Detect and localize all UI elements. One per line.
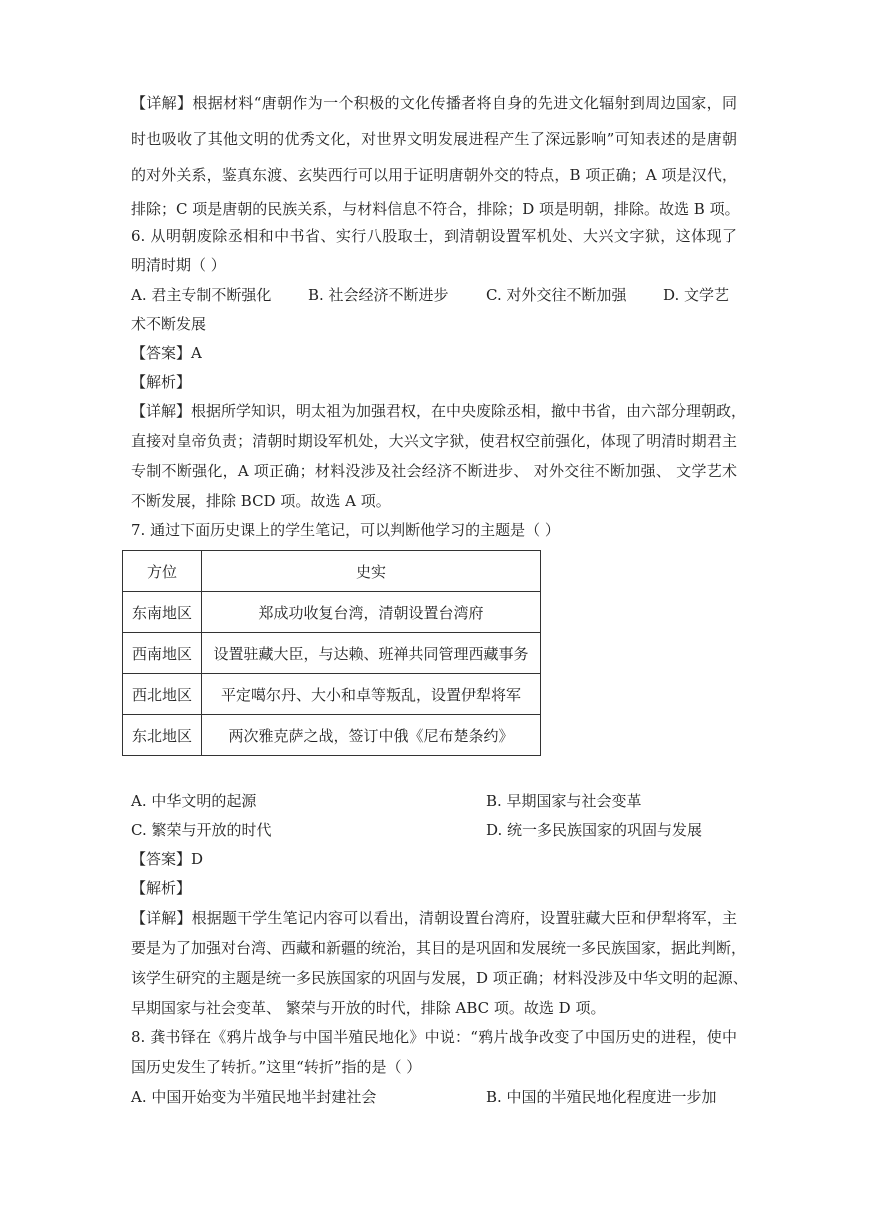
table-cell-fact: 平定噶尔丹、大小和卓等叛乱，设置伊犁将军 — [202, 674, 541, 715]
q7-stem: 7. 通过下面历史课上的学生笔记，可以判断他学习的主题是（ ） — [131, 521, 560, 539]
q7-answer: 【答案】D — [131, 850, 204, 868]
q6-answer: 【答案】A — [131, 344, 202, 362]
q7-analysis-label: 【解析】 — [131, 879, 192, 897]
q6-explain-line-1: 【详解】根据所学知识，明太祖为加强君权，在中央废除丞相，撤中书省，由六部分理朝政， — [131, 402, 747, 420]
q6-option-a: A. 君主专制不断强化 — [131, 286, 272, 304]
q8-stem-line-1: 8. 龚书铎在《鸦片战争与中国半殖民地化》中说：“鸦片战争改变了中国历史的进程，使中 — [131, 1028, 737, 1046]
q6-analysis-label: 【解析】 — [131, 373, 192, 391]
q7-explain-line-3: 该学生研究的主题是统一多民族国家的巩固与发展，D 项正确；材料没涉及中华文明的起源、 — [131, 969, 748, 987]
q8-stem-line-2: 国历史发生了转折。”这里“转折”指的是（ ） — [131, 1058, 422, 1076]
table-cell-fact: 设置驻藏大臣，与达赖、班禅共同管理西藏事务 — [202, 633, 541, 674]
q7-option-b: B. 早期国家与社会变革 — [486, 792, 642, 810]
q8-option-a: A. 中国开始变为半殖民地半封建社会 — [131, 1088, 377, 1106]
table-cell-region: 东北地区 — [123, 715, 202, 756]
q5-explain-line-2: 时也吸收了其他文明的优秀文化，对世界文明发展进程产生了深远影响”可知表述的是唐朝 — [131, 130, 737, 148]
table-cell-region: 东南地区 — [123, 592, 202, 633]
q6-explain-line-4: 不断发展，排除 BCD 项。故选 A 项。 — [131, 492, 391, 510]
q7-explain-line-1: 【详解】根据题干学生笔记内容可以看出，清朝设置台湾府，设置驻藏大臣和伊犁将军，主 — [131, 909, 737, 927]
q6-option-b: B. 社会经济不断进步 — [308, 286, 449, 304]
table-row — [123, 633, 541, 674]
table-cell-region: 西南地区 — [123, 633, 202, 674]
q5-explain-line-4: 排除；C 项是唐朝的民族关系，与材料信息不符合，排除；D 项是明朝，排除。故选 B 项。 — [131, 200, 740, 218]
table-row — [123, 592, 541, 633]
table-cell-fact: 两次雅克萨之战，签订中俄《尼布楚条约》 — [202, 715, 541, 756]
q6-option-c: C. 对外交往不断加强 — [486, 286, 627, 304]
table-cell-region: 西北地区 — [123, 674, 202, 715]
q5-explain-line-1: 【详解】根据材料“唐朝作为一个积极的文化传播者将自身的先进文化辐射到周边国家，同 — [131, 94, 737, 112]
q7-explain-line-4: 早期国家与社会变革、 繁荣与开放的时代，排除 ABC 项。故选 D 项。 — [131, 999, 606, 1017]
q6-stem-line-1: 6. 从明朝废除丞相和中书省、实行八股取士，到清朝设置军机处、大兴文字狱，这体现了 — [131, 227, 737, 245]
student-notes-table — [122, 550, 541, 756]
q6-stem-line-2: 明清时期（ ） — [131, 256, 226, 274]
q7-option-a: A. 中华文明的起源 — [131, 792, 257, 810]
table-row — [123, 715, 541, 756]
table-header-cell: 史实 — [202, 551, 541, 592]
q7-option-d: D. 统一多民族国家的巩固与发展 — [486, 821, 703, 839]
q6-option-d: D. 文学艺 — [663, 286, 730, 304]
table-header-row — [123, 551, 541, 592]
table-cell-fact: 郑成功收复台湾，清朝设置台湾府 — [202, 592, 541, 633]
table-row — [123, 674, 541, 715]
table-header-cell: 方位 — [123, 551, 202, 592]
q7-option-c: C. 繁荣与开放的时代 — [131, 821, 272, 839]
q6-explain-line-2: 直接对皇帝负责；清朝时期设军机处，大兴文字狱，使君权空前强化，体现了明清时期君主 — [131, 432, 737, 450]
q6-explain-line-3: 专制不断强化，A 项正确；材料没涉及社会经济不断进步、 对外交往不断加强、 文学艺术 — [131, 462, 737, 480]
q6-option-d-cont: 术不断发展 — [131, 315, 207, 333]
q5-explain-line-3: 的对外关系，鉴真东渡、玄奘西行可以用于证明唐朝外交的特点，B 项正确；A 项是汉代， — [131, 166, 737, 184]
q8-option-b: B. 中国的半殖民地化程度进一步加 — [486, 1088, 717, 1106]
q7-explain-line-2: 要是为了加强对台湾、西藏和新疆的统治，其目的是巩固和发展统一多民族国家，据此判断， — [131, 939, 747, 957]
